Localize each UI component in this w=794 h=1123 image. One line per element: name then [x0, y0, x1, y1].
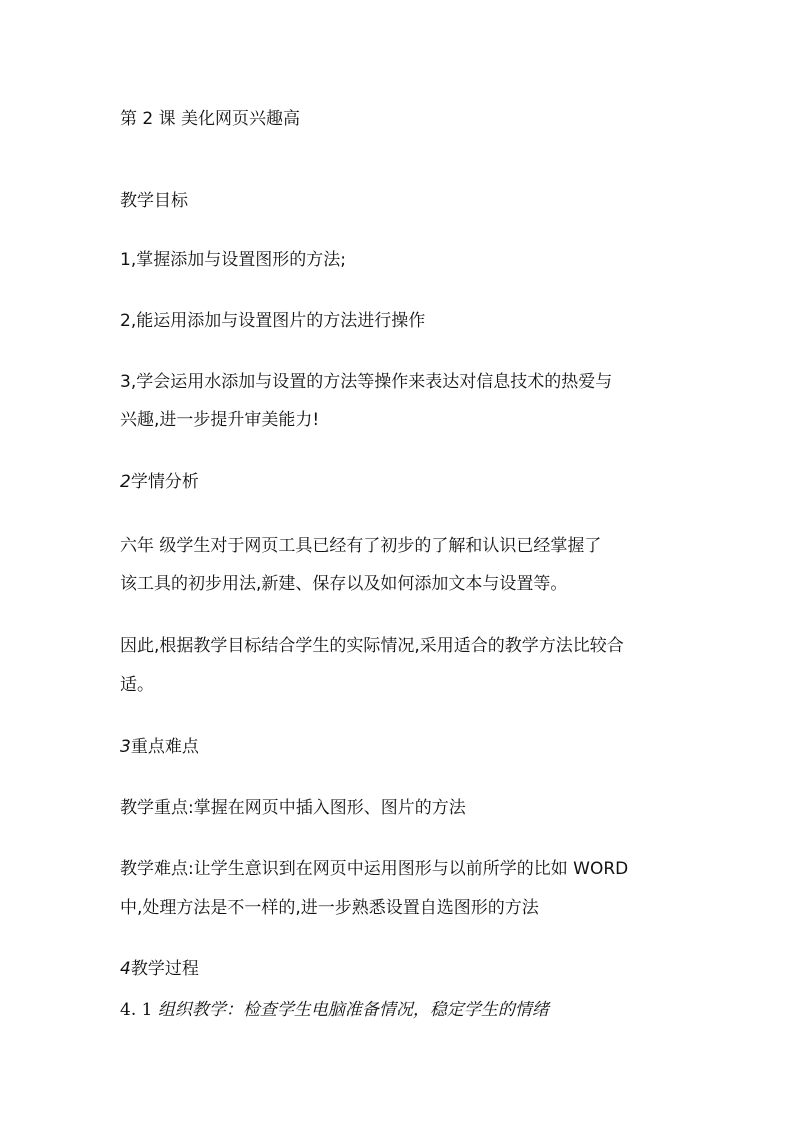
analysis-paragraph-line: 因此,根据教学目标结合学生的实际情况,采用适合的教学方法比较合: [120, 636, 624, 656]
objective-item-3-cont: 兴趣,进一步提升审美能力!: [120, 410, 320, 430]
subsection-number: 4. 1: [120, 1000, 158, 1020]
analysis-paragraph-line: 适。: [120, 675, 154, 695]
section-number: 4: [120, 959, 131, 979]
section-heading-key-points: [120, 735, 199, 759]
section-heading-text: 学情分析: [130, 472, 199, 492]
subsection-text: 组织教学：检查学生电脑准备情况，稳定学生的情绪: [157, 1000, 549, 1020]
analysis-paragraph-line: 该工具的初步用法,新建、保存以及如何添加文本与设置等。: [120, 574, 568, 594]
objective-item-3: 3,学会运用水添加与设置的方法等操作来表达对信息技术的热爱与: [120, 372, 613, 392]
difficulty-line: 教学难点:让学生意识到在网页中运用图形与以前所学的比如 WORD: [120, 859, 629, 879]
key-point-line: 教学重点:掌握在网页中插入图形、图片的方法: [120, 798, 466, 818]
section-heading-process: [120, 957, 199, 981]
analysis-paragraph-line: 六年 级学生对于网页工具已经有了初步的了解和认识已经掌握了: [120, 536, 602, 556]
objective-item-2: 2,能运用添加与设置图片的方法进行操作: [120, 311, 426, 331]
section-heading-objectives: 教学目标: [120, 191, 188, 211]
section-number: 2: [120, 472, 131, 492]
objective-item-1: 1,掌握添加与设置图形的方法;: [120, 250, 346, 270]
section-heading-analysis: [120, 470, 199, 494]
section-heading-text: 教学过程: [130, 959, 199, 979]
difficulty-line: 中,处理方法是不一样的,进一步熟悉设置自选图形的方法: [120, 898, 539, 918]
process-subsection-line: [120, 998, 549, 1022]
section-heading-text: 重点难点: [130, 737, 199, 757]
section-number: 3: [120, 737, 131, 757]
document-title: 第 2 课 美化网页兴趣高: [120, 109, 301, 129]
